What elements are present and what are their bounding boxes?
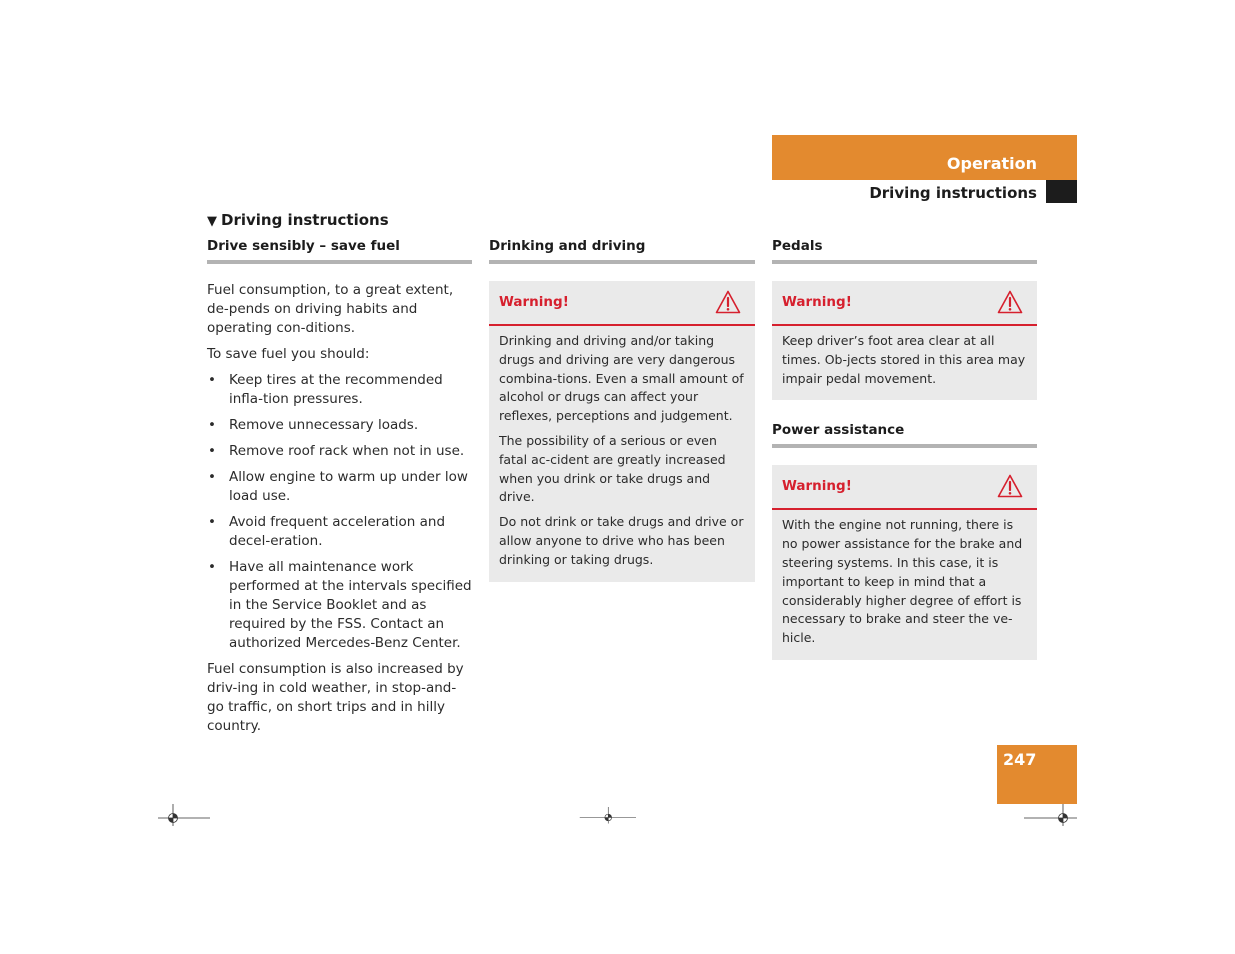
registration-mark-icon: [156, 804, 216, 828]
column-drinking-driving: [489, 238, 755, 604]
list-item: • Have all maintenance work performed at the intervals specified in the Service Booklet and as required by the FSS. Contact an authorized Mercedes-Benz Center.: [207, 558, 472, 653]
warning-body: [489, 326, 755, 582]
page-number-box: [997, 745, 1077, 804]
list-item: • Remove roof rack when not in use.: [207, 442, 472, 461]
fuel-tips-list: [207, 371, 472, 653]
list-item: • Avoid frequent acceleration and decel-eration.: [207, 513, 472, 551]
lead-paragraph: To save fuel you should:: [207, 346, 370, 362]
warning-triangle-icon: [997, 474, 1023, 498]
warning-paragraph: Drinking and driving and/or taking drugs and driving are very dangerous combina-tions. Even a small amount of alcohol or drugs can affect your reflexes, perceptions and judgement.: [499, 333, 744, 424]
page-number: 247: [1003, 750, 1037, 769]
warning-body: [772, 326, 1037, 400]
warning-label: Warning!: [782, 478, 852, 495]
list-item: • Allow engine to warm up under low load use.: [207, 468, 472, 506]
warning-paragraph: The possibility of a serious or even fatal ac-cident are greatly increased when you drink or take drugs and drive.: [499, 432, 726, 505]
warning-paragraph: With the engine not running, there is no power assistance for the brake and steering systems. In this case, it is important to keep in mind that a considerably higher degree of effort is necessary to brake and steer the ve-hicle.: [782, 517, 1023, 646]
warning-header: [772, 465, 1037, 510]
header-section-bar: [772, 135, 1077, 180]
warning-paragraph: Do not drink or take drugs and drive or allow anyone to drive who has been drinking or taking drugs.: [499, 514, 744, 567]
warning-box-power: [772, 465, 1037, 660]
warning-box-pedals: [772, 281, 1037, 400]
warning-triangle-icon: [715, 290, 741, 314]
warning-label: Warning!: [782, 294, 852, 310]
column-save-fuel: [207, 238, 472, 743]
warning-header: [489, 281, 755, 326]
warning-triangle-icon: [997, 290, 1023, 314]
registration-mark-icon: [1022, 804, 1082, 828]
page-heading-text: Driving instructions: [221, 211, 389, 229]
triangle-down-icon: ▼: [207, 214, 217, 229]
warning-label: Warning!: [499, 294, 569, 310]
intro-paragraph: Fuel consumption, to a great extent, de-pends on driving habits and operating con-ditions.: [207, 282, 454, 336]
warning-body: [772, 510, 1037, 660]
section-title: Operation: [946, 154, 1037, 173]
subheading-power-assistance: Power assistance: [772, 422, 1037, 448]
subsection-title: Driving instructions: [869, 184, 1037, 202]
warning-paragraph: Keep driver’s foot area clear at all times. Ob-jects stored in this area may impair pedal movement.: [782, 333, 1026, 386]
list-item: • Keep tires at the recommended infla-tion pressures.: [207, 371, 472, 409]
subheading-save-fuel: Drive sensibly – save fuel: [207, 238, 472, 264]
warning-header: [772, 281, 1037, 326]
registration-mark-icon: [579, 804, 639, 828]
page-heading: [207, 211, 389, 229]
subheading-pedals: Pedals: [772, 238, 1037, 264]
closing-paragraph: Fuel consumption is also increased by driv-ing in cold weather, in stop-and-go traffic, on short trips and in hilly country.: [207, 661, 464, 734]
column-pedals-power: [772, 238, 1037, 682]
warning-box-drinking: [489, 281, 755, 582]
list-item: • Remove unnecessary loads.: [207, 416, 472, 435]
subheading-drinking-driving: Drinking and driving: [489, 238, 755, 264]
header-black-tab: [1046, 180, 1077, 203]
